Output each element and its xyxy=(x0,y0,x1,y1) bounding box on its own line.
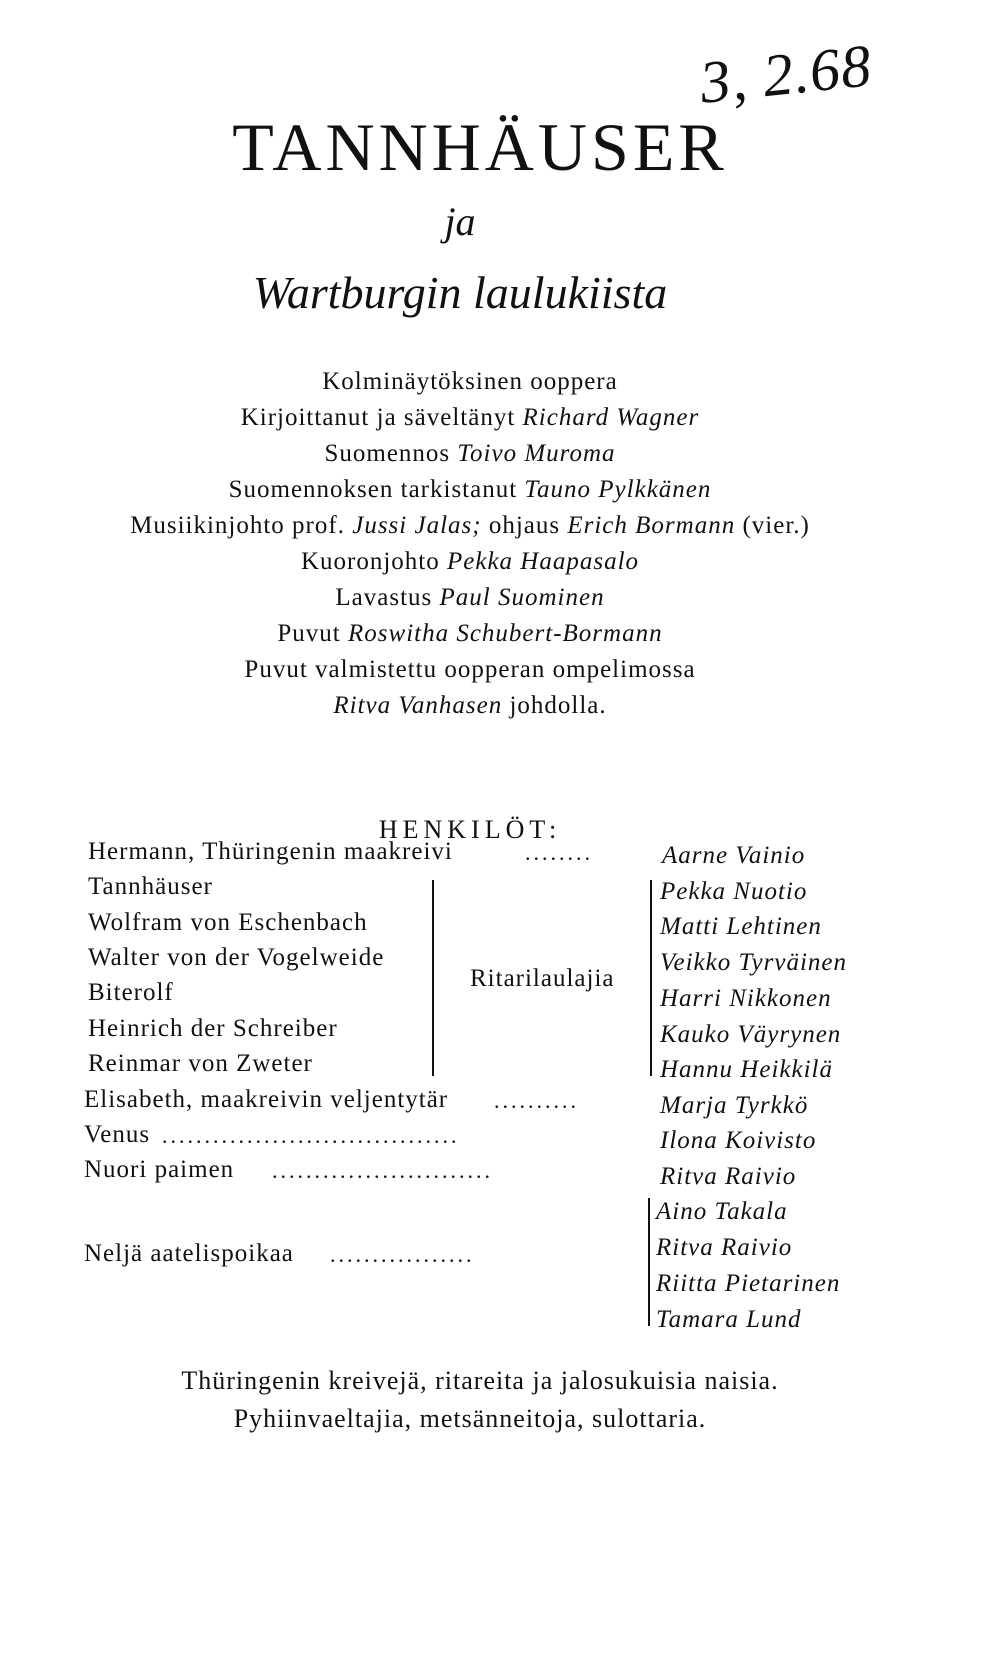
footer-line: Thüringenin kreivejä, ritareita ja jalosukuisia naisia. xyxy=(181,1366,779,1395)
role-reinmar: Reinmar von Zweter xyxy=(88,1050,313,1077)
credit-name: Ritva Vanhasen xyxy=(333,692,503,719)
actor-reinmar: Hannu Heikkilä xyxy=(660,1056,833,1083)
credit-label: Musiikinjohto prof. xyxy=(130,512,345,539)
role-wolfram: Wolfram von Eschenbach xyxy=(88,909,368,936)
actor-paimen: Ritva Raivio xyxy=(660,1163,797,1190)
credit-name: Pekka Haapasalo xyxy=(446,548,640,575)
role-venus: Venus xyxy=(84,1121,151,1148)
actor-elisabeth: Marja Tyrkkö xyxy=(660,1092,809,1119)
actor-page-2: Ritva Raivio xyxy=(656,1234,793,1261)
actor-hermann: Aarne Vainio xyxy=(662,842,806,869)
leader-dots: ................. xyxy=(330,1242,475,1267)
credit-label: Lavastus xyxy=(335,584,433,611)
actor-wolfram: Matti Lehtinen xyxy=(660,913,822,940)
credit-text: Kolminäytöksinen ooppera xyxy=(322,368,618,395)
credit-suffix: johdolla. xyxy=(509,692,607,719)
role-elisabeth: Elisabeth, maakreivin veljentytär xyxy=(84,1086,449,1113)
credit-name: Paul Suominen xyxy=(439,584,605,611)
credit-label: Kuoronjohto xyxy=(300,548,440,575)
credit-line-translation-check xyxy=(0,476,970,504)
actor-venus: Ilona Koivisto xyxy=(660,1127,817,1154)
credit-name: Jussi Jalas; xyxy=(352,512,482,539)
credit-line-costume-workshop xyxy=(0,656,970,684)
credit-line-music-direction xyxy=(0,512,970,540)
page-title: TANNHÄUSER xyxy=(232,109,728,185)
actor-walter: Veikko Tyrväinen xyxy=(660,949,847,976)
pages-brace xyxy=(648,1198,650,1326)
credit-label: Suomennos xyxy=(324,440,451,467)
role-hermann: Hermann, Thüringenin maakreivi xyxy=(88,838,453,865)
knights-brace-right xyxy=(650,880,652,1076)
actor-page-4: Tamara Lund xyxy=(656,1306,802,1333)
credit-name: Roswitha Schubert-Bormann xyxy=(348,620,663,647)
credit-name: Erich Bormann xyxy=(567,512,736,539)
leader-dots: ........ xyxy=(525,840,593,865)
role-paimen: Nuori paimen xyxy=(84,1156,235,1183)
credit-line-author xyxy=(0,404,970,432)
credit-line-costumes xyxy=(0,620,970,648)
page-subtitle: Wartburgin laulukiista xyxy=(252,267,668,318)
credit-line-translation xyxy=(0,440,970,468)
role-walter: Walter von der Vogelweide xyxy=(88,944,385,971)
actor-heinrich: Kauko Väyrynen xyxy=(660,1021,842,1048)
actor-biterolf: Harri Nikkonen xyxy=(660,985,832,1012)
credit-line-workshop-lead xyxy=(0,692,970,720)
credit-line-scenery xyxy=(0,584,970,612)
credit-suffix: (vier.) xyxy=(742,512,810,539)
role-pages: Neljä aatelispoikaa xyxy=(84,1240,294,1267)
actor-tannhauser: Pekka Nuotio xyxy=(660,878,808,905)
role-heinrich: Heinrich der Schreiber xyxy=(88,1015,338,1042)
credit-name: Toivo Muroma xyxy=(457,440,616,467)
knights-group-label: Ritarilaulajia xyxy=(470,965,615,992)
knights-brace-left xyxy=(432,880,434,1076)
credit-line-genre xyxy=(0,368,970,396)
title-conjunction: ja xyxy=(444,199,476,244)
credit-text: Puvut valmistettu oopperan ompelimossa xyxy=(244,656,696,683)
leader-dots: .......................... xyxy=(272,1158,493,1183)
role-biterolf: Biterolf xyxy=(88,979,174,1006)
actor-page-1: Aino Takala xyxy=(656,1198,788,1225)
actor-page-3: Riitta Pietarinen xyxy=(656,1270,841,1297)
credit-line-chorus xyxy=(0,548,970,576)
leader-dots: .......... xyxy=(494,1088,579,1113)
credit-name: Tauno Pylkkänen xyxy=(524,476,712,503)
handwritten-date: 3, 2.68 xyxy=(696,32,875,116)
cast-heading: HENKILÖT: xyxy=(378,815,562,844)
role-tannhauser: Tannhäuser xyxy=(88,873,213,900)
footer-line: Pyhiinvaeltajia, metsänneitoja, sulottaria. xyxy=(233,1404,707,1433)
leader-dots: ................................... xyxy=(162,1123,460,1148)
credit-name: Richard Wagner xyxy=(522,404,700,431)
credit-label: Puvut xyxy=(277,620,341,647)
credit-label: ohjaus xyxy=(488,512,561,539)
credit-label: Kirjoittanut ja säveltänyt xyxy=(240,404,516,431)
credit-label: Suomennoksen tarkistanut xyxy=(228,476,518,503)
